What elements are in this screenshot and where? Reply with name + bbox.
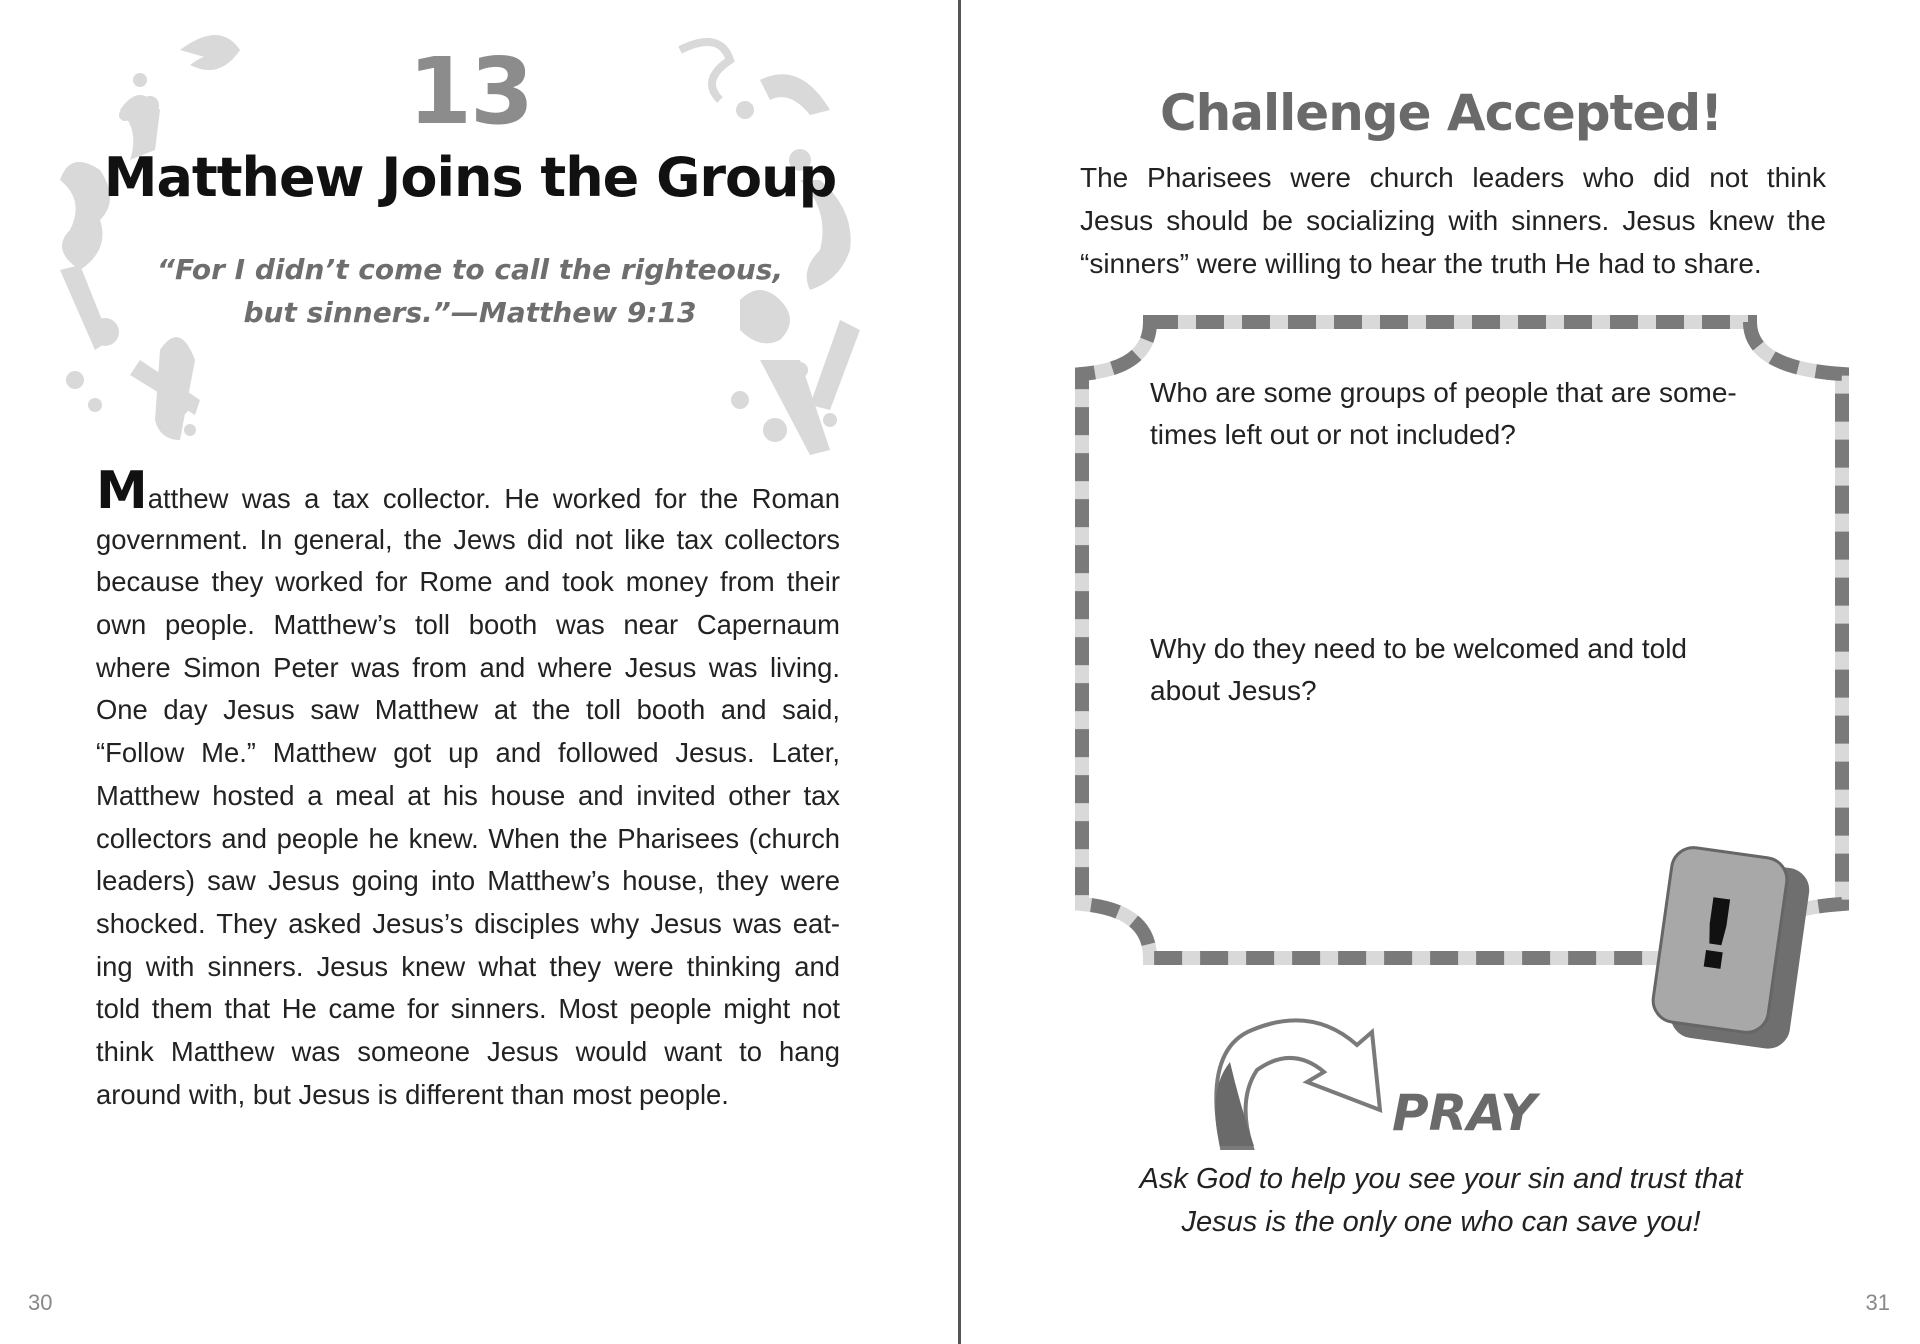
left-page <box>0 0 958 1344</box>
story-line: because they worked for Rome and took money from their <box>96 566 840 598</box>
story-line: “Follow Me.” Matthew got up and followed Jesus. Later, <box>96 737 840 769</box>
pray-line: Ask God to help you see your sin and trust that <box>1139 1163 1743 1195</box>
story-line: around with, but Jesus is different than most people. <box>96 1078 729 1110</box>
curved-arrow-icon <box>1215 1020 1380 1148</box>
story-line: told them that He came for sinners. Most people might not <box>96 993 840 1025</box>
verse-line: but sinners.”—Matthew 9:13 <box>243 296 697 329</box>
story-line: own people. Matthew’s toll booth was near Capernaum <box>96 609 840 641</box>
page-number: 30 <box>28 1290 53 1315</box>
scripture-verse <box>0 248 940 334</box>
drop-cap: M <box>96 461 148 521</box>
intro-line: Jesus should be socializing with sinners. Jesus knew the <box>1080 205 1826 236</box>
badge-symbol: ! <box>1687 876 1747 994</box>
book-spine <box>958 0 961 1344</box>
page-number: 31 <box>1865 1290 1890 1315</box>
pray-text <box>962 1158 1920 1244</box>
story-body <box>96 461 840 1116</box>
question-1 <box>1150 372 1790 456</box>
story-line: shocked. They asked Jesus’s disciples why Jesus was eat- <box>96 907 840 939</box>
question-line: Why do they need to be welcomed and told <box>1150 633 1688 664</box>
question-line: Who are some groups of people that are some- <box>1150 377 1737 408</box>
right-page <box>962 0 1920 1344</box>
story-line <box>96 461 840 521</box>
chapter-title: Matthew Joins the Group <box>103 146 837 209</box>
challenge-title: Challenge Accepted! <box>1159 84 1722 142</box>
intro-line: “sinners” were willing to hear the truth He had to share. <box>1080 248 1762 279</box>
intro-line: The Pharisees were church leaders who did not think <box>1080 162 1826 193</box>
story-line: Matthew hosted a meal at his house and invited other tax <box>96 779 840 811</box>
story-line: leaders) saw Jesus going into Matthew’s house, they were <box>96 865 840 897</box>
story-line: government. In general, the Jews did not like tax collectors <box>96 523 840 555</box>
story-line-text: atthew was a tax collector. He worked for the Roman <box>147 483 840 514</box>
verse-line: “For I didn’t come to call the righteous, <box>156 253 784 286</box>
chapter-number: 13 <box>407 38 533 145</box>
question-line: about Jesus? <box>1150 675 1317 706</box>
story-line: where Simon Peter was from and where Jesus was living. <box>96 651 840 683</box>
story-line: One day Jesus saw Matthew at the toll booth and said, <box>96 694 840 726</box>
question-2 <box>1150 628 1790 712</box>
story-line: ing with sinners. Jesus knew what they were thinking and <box>96 950 840 982</box>
pray-line: Jesus is the only one who can save you! <box>1181 1206 1701 1238</box>
question-line: times left out or not included? <box>1150 419 1516 450</box>
pray-label: PRAY <box>1392 1084 1537 1142</box>
exclamation-badge <box>1650 845 1812 1052</box>
story-line: think Matthew was someone Jesus would want to hang <box>96 1035 840 1067</box>
story-line: collectors and people he knew. When the Pharisees (church <box>96 822 840 854</box>
